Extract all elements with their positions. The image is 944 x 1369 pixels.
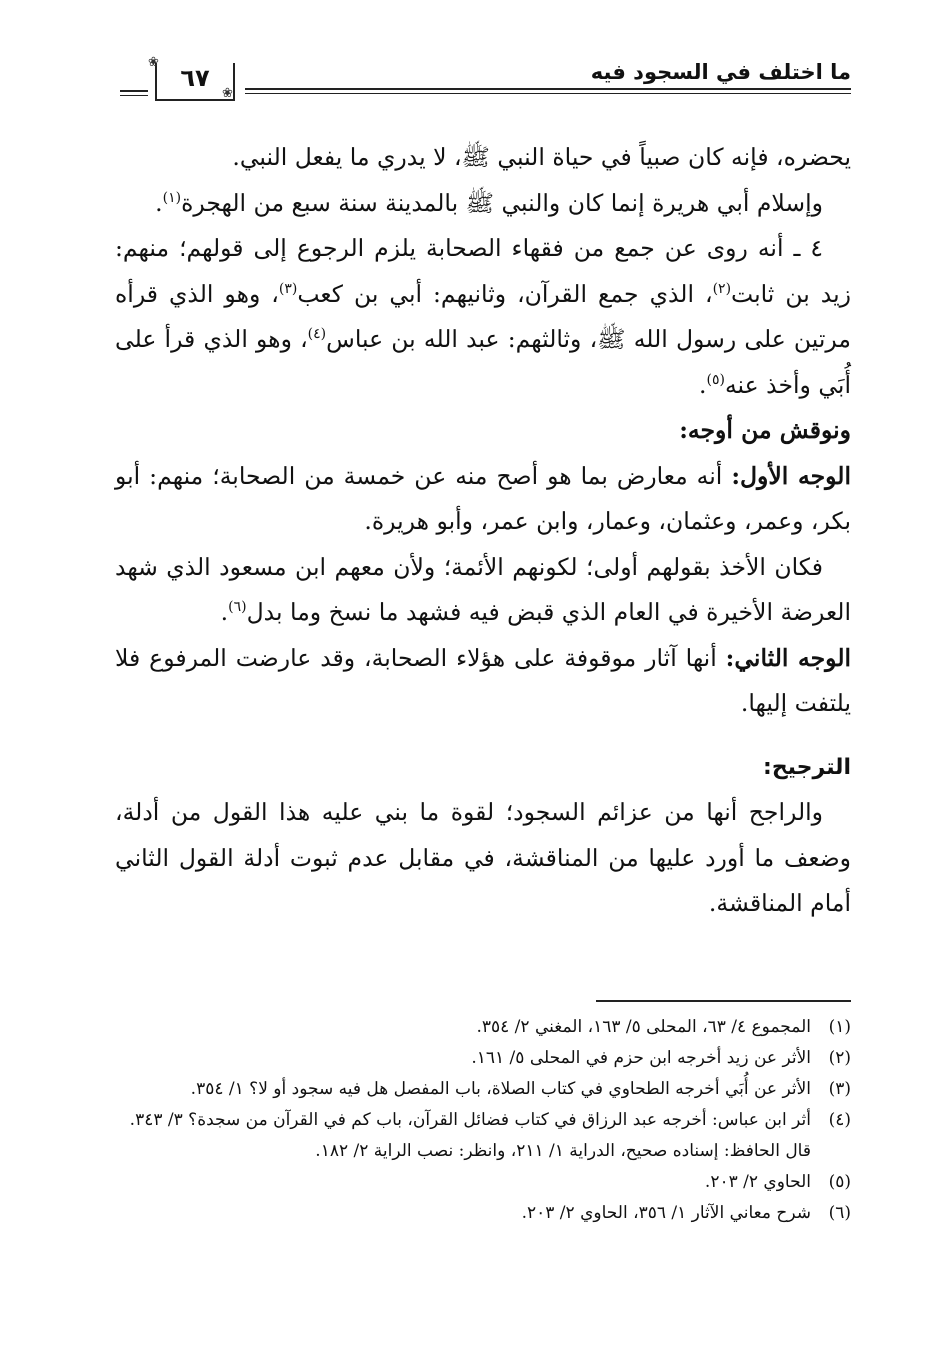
footnote-item <box>115 1198 851 1229</box>
footnote-number: (٣) <box>828 1079 851 1099</box>
paragraph-text: . <box>220 598 229 626</box>
footnote-separator <box>596 1000 851 1002</box>
footnote-ref[interactable]: (٦) <box>228 599 247 616</box>
footnote-text: الأثر عن زيد أخرجه ابن حزم في المحلى ٥/ ١٦١. <box>471 1048 811 1068</box>
footnote-text: أثر ابن عباس: أخرجه عبد الرزاق في كتاب فضائل القرآن، باب كم في القرآن من سجدة؟ ٣/ ٣٤٣. قال الحافظ: إسناده صحيح، الدراية ١/ ٢١١، وانظر: نصب الراية ٢/ ١٨٢. <box>129 1110 811 1161</box>
section-heading: الترجيح: <box>763 754 851 780</box>
footnote-item <box>115 1012 851 1043</box>
main-text <box>115 135 851 927</box>
paragraph-text: ، وهو الذي قرأ على أُبَي وأخذ عنه <box>115 325 851 399</box>
footnote-text: شرح معاني الآثار ١/ ٣٥٦، الحاوي ٢/ ٢٠٣. <box>521 1203 811 1223</box>
footnote-item <box>115 1043 851 1074</box>
paragraph-text: يحضره، فإنه كان صبياً في حياة النبي ﷺ، لا يدري ما يفعل النبي. <box>232 143 851 171</box>
paragraph-lead: الوجه الثاني: <box>725 643 852 672</box>
paragraph <box>115 454 851 545</box>
paragraph-text: والراجح أنها من عزائم السجود؛ لقوة ما بني عليه هذا القول من أدلة، وضعف ما أورد عليها من المناقشة، في مقابل عدم ثبوت أدلة القول الثاني أمام المناقشة. <box>115 798 851 917</box>
paragraph-text: وإسلام أبي هريرة إنما كان والنبي ﷺ بالمدينة سنة سبع من الهجرة <box>181 188 823 217</box>
section-subheading: ونوقش من أوجه: <box>679 416 851 444</box>
footnote-ref[interactable]: (١) <box>162 189 182 206</box>
footnote-item <box>115 1074 851 1105</box>
paragraph-text: ٤ ـ أنه روى عن جمع من فقهاء الصحابة يلزم الرجوع إلى قولهم؛ منهم: زيد بن ثابت <box>115 234 851 308</box>
footnote-ref[interactable]: (٤) <box>307 326 327 343</box>
footnote-ref[interactable]: (٣) <box>278 280 298 297</box>
paragraph <box>115 545 851 636</box>
footnote-number: (٦) <box>828 1203 851 1223</box>
footnotes <box>115 1012 851 1229</box>
running-header-title: ما اختلف في السجود فيه <box>590 60 851 84</box>
paragraph-text: . <box>155 188 163 217</box>
page-number: ٦٧ <box>180 64 210 92</box>
footnote-text: الحاوي ٢/ ٢٠٣. <box>704 1172 811 1192</box>
paragraph-text: فكان الأخذ بقولهم أولى؛ لكونهم الأئمة؛ ولأن معهم ابن مسعود الذي شهد العرضة الأخيرة في العام الذي قبض فيه فشهد ما نسخ وما بدل <box>115 552 851 626</box>
footnote-number: (٥) <box>828 1172 851 1192</box>
footnote-item <box>115 1167 851 1198</box>
footnote-ref[interactable]: (٥) <box>706 371 725 388</box>
paragraph-lead: الوجه الأول: <box>731 461 851 490</box>
header-rule-left <box>120 90 148 96</box>
ornament-icon: ❀ <box>148 55 159 70</box>
paragraph-text: . <box>698 370 707 399</box>
paragraph-text: أنها آثار موقوفة على هؤلاء الصحابة، وقد عارضت المرفوع فلا يلتفت إليها. <box>115 643 851 717</box>
paragraph-text: ، الذي جمع القرآن، وثانيهم: أبي بن كعب <box>297 279 713 308</box>
paragraph <box>115 636 851 727</box>
footnote-ref[interactable]: (٢) <box>712 280 732 297</box>
paragraph <box>115 790 851 927</box>
header-rule <box>245 88 851 94</box>
footnote-item <box>115 1105 851 1167</box>
footnote-number: (٤) <box>828 1110 851 1130</box>
paragraph <box>115 135 851 181</box>
paragraph-text: ، وهو الذي قرأه مرتين على رسول الله ﷺ، وثالثهم: عبد الله بن عباس <box>115 279 851 353</box>
ornament-icon: ❀ <box>222 86 233 101</box>
footnote-number: (٢) <box>828 1048 851 1068</box>
footnote-number: (١) <box>828 1017 851 1037</box>
footnote-text: المجموع ٤/ ٦٣، المحلى ٥/ ١٦٣، المغني ٢/ ٣٥٤. <box>476 1017 811 1037</box>
paragraph <box>115 226 851 408</box>
paragraph <box>115 181 851 227</box>
footnote-text: الأثر عن أُبَي أخرجه الطحاوي في كتاب الصلاة، باب المفصل هل فيه سجود أو لا؟ ١/ ٣٥٤. <box>190 1079 811 1099</box>
paragraph-text: أنه معارض بما هو أصح منه عن خمسة من الصحابة؛ منهم: أبو بكر، وعمر، وعثمان، وعمار، وابن عمر، وأبو هريرة. <box>115 461 851 535</box>
